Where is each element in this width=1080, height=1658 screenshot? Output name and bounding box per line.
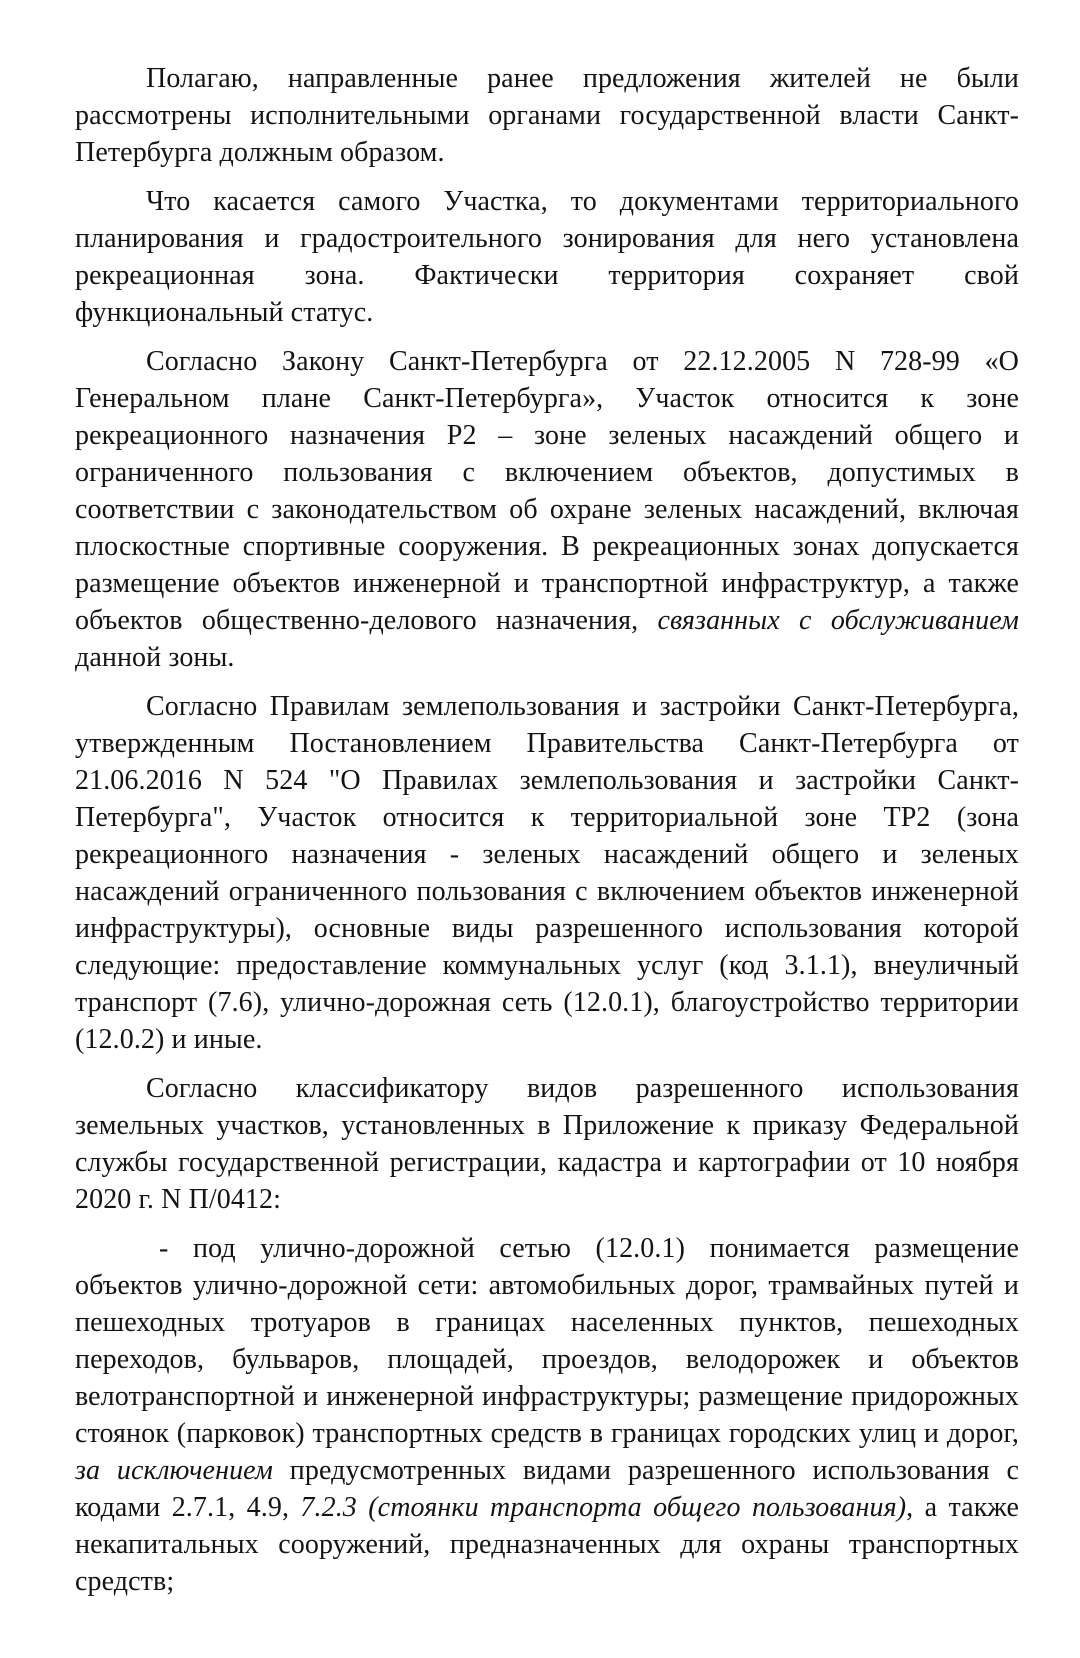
paragraph-classifier bbox=[75, 1070, 1019, 1218]
paragraph-general-plan-law bbox=[75, 343, 1019, 676]
document-page bbox=[75, 60, 1019, 1600]
text-run: Полагаю, направленные ранее предложения жителей не были рассмотрены исполнительными органами государственной власти Санкт-Петербурга должным образом. bbox=[75, 63, 1019, 168]
text-run: , а также некапитальных сооружений, предназначенных для охраны транспортных средств; bbox=[75, 1492, 1019, 1597]
text-run: Согласно Правилам землепользования и застройки Санкт-Петербурга, утвержденным Постановлением Правительства Санкт-Петербурга от 21.06.2016 N 524 "О Правилах землепользования и застройки Санкт-Петербурга", Участок относится к территориальной зоне ТР2 (зона рекреационного назначения - зеленых насаждений общего и зеленых насаждений ограниченного пользования с включением объектов инженерной инфраструктуры), основные виды разрешенного использования которой следующие: предоставление коммунальных услуг (код 3.1.1), внеуличный транспорт (7.6), улично-дорожная сеть (12.0.1), благоустройство территории (12.0.2) и иные. bbox=[75, 691, 1019, 1055]
text-run: Согласно Закону Санкт-Петербурга от 22.12.2005 N 728-99 «О Генеральном плане Санкт-Петербурга», Участок относится к зоне рекреационного назначения Р2 – зоне зеленых насаждений общего и ограниченного пользования с включением объектов, допустимых в соответствии с законодательством об охране зеленых насаждений, включая плоскостные спортивные сооружения. В рекреационных зонах допускается размещение объектов инженерной и транспортной инфраструктур, а также объектов общественно-делового назначения, bbox=[75, 346, 1019, 636]
paragraph-proposals bbox=[75, 60, 1019, 171]
text-run: Согласно классификатору видов разрешенного использования земельных участков, установленных в Приложение к приказу Федеральной службы государственной регистрации, кадастра и картографии от 10 ноября 2020 г. N П/0412: bbox=[75, 1073, 1019, 1215]
text-run: предусмотренных видами разрешенного использования с кодами 2.7.1, 4.9, bbox=[75, 1455, 1019, 1523]
italic-text-run: 7.2.3 (стоянки транспорта общего пользования) bbox=[300, 1492, 907, 1523]
italic-text-run: за исключением bbox=[75, 1455, 273, 1486]
italic-text-run: связанных с обслуживанием bbox=[657, 605, 1019, 636]
text-run: Что касается самого Участка, то документами территориального планирования и градостроительного зонирования для него установлена рекреационная зона. Фактически территория сохраняет свой функциональный статус. bbox=[75, 186, 1019, 328]
paragraph-site-zone bbox=[75, 183, 1019, 331]
text-run: - под улично-дорожной сетью (12.0.1) понимается размещение объектов улично-дорожной сети: автомобильных дорог, трамвайных путей и пешеходных тротуаров в границах населенных пунктов, пешеходных переходов, бульваров, площадей, проездов, велодорожек и объектов велотранспортной и инженерной инфраструктуры; размещение придорожных стоянок (парковок) транспортных средств в границах городских улиц и дорог, bbox=[75, 1233, 1019, 1449]
paragraph-land-use-rules bbox=[75, 688, 1019, 1058]
text-run: данной зоны. bbox=[75, 642, 235, 673]
paragraph-road-network-item bbox=[75, 1230, 1019, 1600]
